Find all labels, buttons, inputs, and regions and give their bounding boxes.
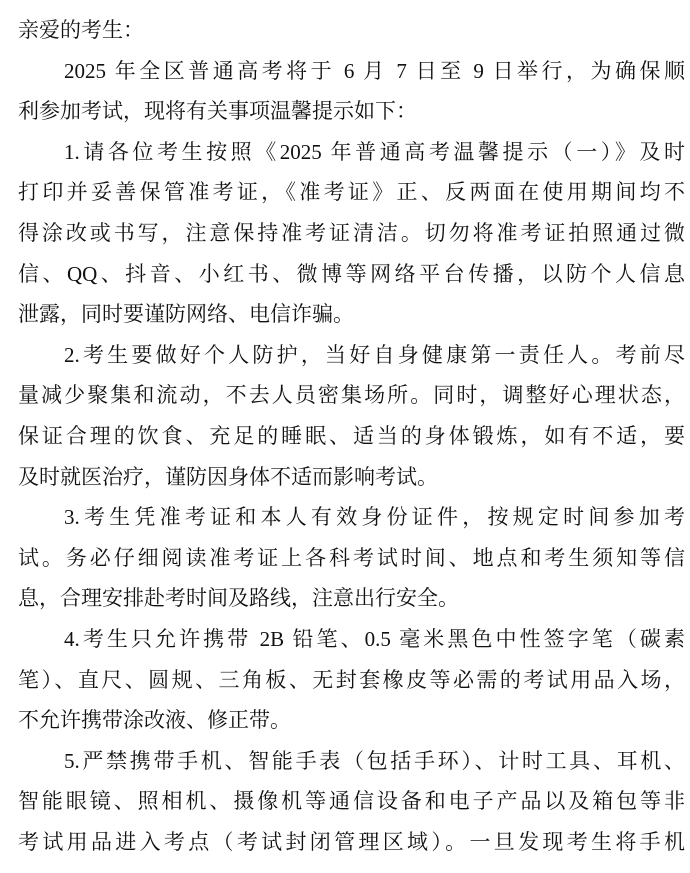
paragraph-line: 及时就医治疗，谨防因身体不适而影响考试。 xyxy=(18,464,438,489)
paragraph-line: 量减少聚集和流动，不去人员密集场所。同时，调整好心理状态， xyxy=(18,383,685,408)
paragraph xyxy=(18,741,685,863)
paragraph-line: 考试用品进入考点（考试封闭管理区域）。一旦发现考生将手机 xyxy=(18,829,685,854)
salutation: 亲爱的考生： xyxy=(18,18,144,42)
document-body xyxy=(18,10,685,862)
paragraph-line: 1.请各位考生按照《2025 年普通高考温馨提示（一）》及时 xyxy=(64,139,685,164)
paragraph-line: 2.考生要做好个人防护，当好自身健康第一责任人。考前尽 xyxy=(64,342,685,367)
paragraph-line: 泄露，同时要谨防网络、电信诈骗。 xyxy=(18,302,354,327)
paragraph-line: 得涂改或书写，注意保持准考证清洁。切勿将准考证拍照通过微 xyxy=(18,220,685,245)
paragraph-line: 5.严禁携带手机、智能手表（包括手环）、计时工具、耳机、 xyxy=(64,748,685,773)
paragraph xyxy=(18,619,685,741)
paragraph-line: 打印并妥善保管准考证，《准考证》正、反两面在使用期间均不 xyxy=(18,180,685,205)
paragraph-line: 信、QQ、抖音、小红书、微博等网络平台传播，以防个人信息 xyxy=(18,261,685,286)
paragraph-line: 保证合理的饮食、充足的睡眠、适当的身体锻炼，如有不适，要 xyxy=(18,423,685,448)
paragraph-line: 3.考生凭准考证和本人有效身份证件，按规定时间参加考 xyxy=(64,505,685,530)
paragraph-line: 息，合理安排赴考时间及路线，注意出行安全。 xyxy=(18,586,459,611)
paragraph-line: 智能眼镜、照相机、摄像机等通信设备和电子产品以及箱包等非 xyxy=(18,789,685,814)
paragraph-line: 笔）、直尺、圆规、三角板、无封套橡皮等必需的考试用品入场， xyxy=(18,667,685,692)
paragraph-line: 不允许携带涂改液、修正带。 xyxy=(18,708,291,733)
paragraph xyxy=(18,132,685,335)
paragraphs xyxy=(18,51,685,863)
paragraph-line: 试。务必仔细阅读准考证上各科考试时间、地点和考生须知等信 xyxy=(18,545,685,570)
paragraph-line: 利参加考试，现将有关事项温馨提示如下： xyxy=(18,99,417,124)
paragraph xyxy=(18,335,685,497)
paragraph xyxy=(18,51,685,132)
paragraph xyxy=(18,497,685,619)
paragraph-line: 2025 年全区普通高考将于 6 月 7 日至 9 日举行，为确保顺 xyxy=(64,58,685,83)
paragraph-line: 4.考生只允许携带 2B 铅笔、0.5 毫米黑色中性签字笔（碳素 xyxy=(64,626,685,651)
